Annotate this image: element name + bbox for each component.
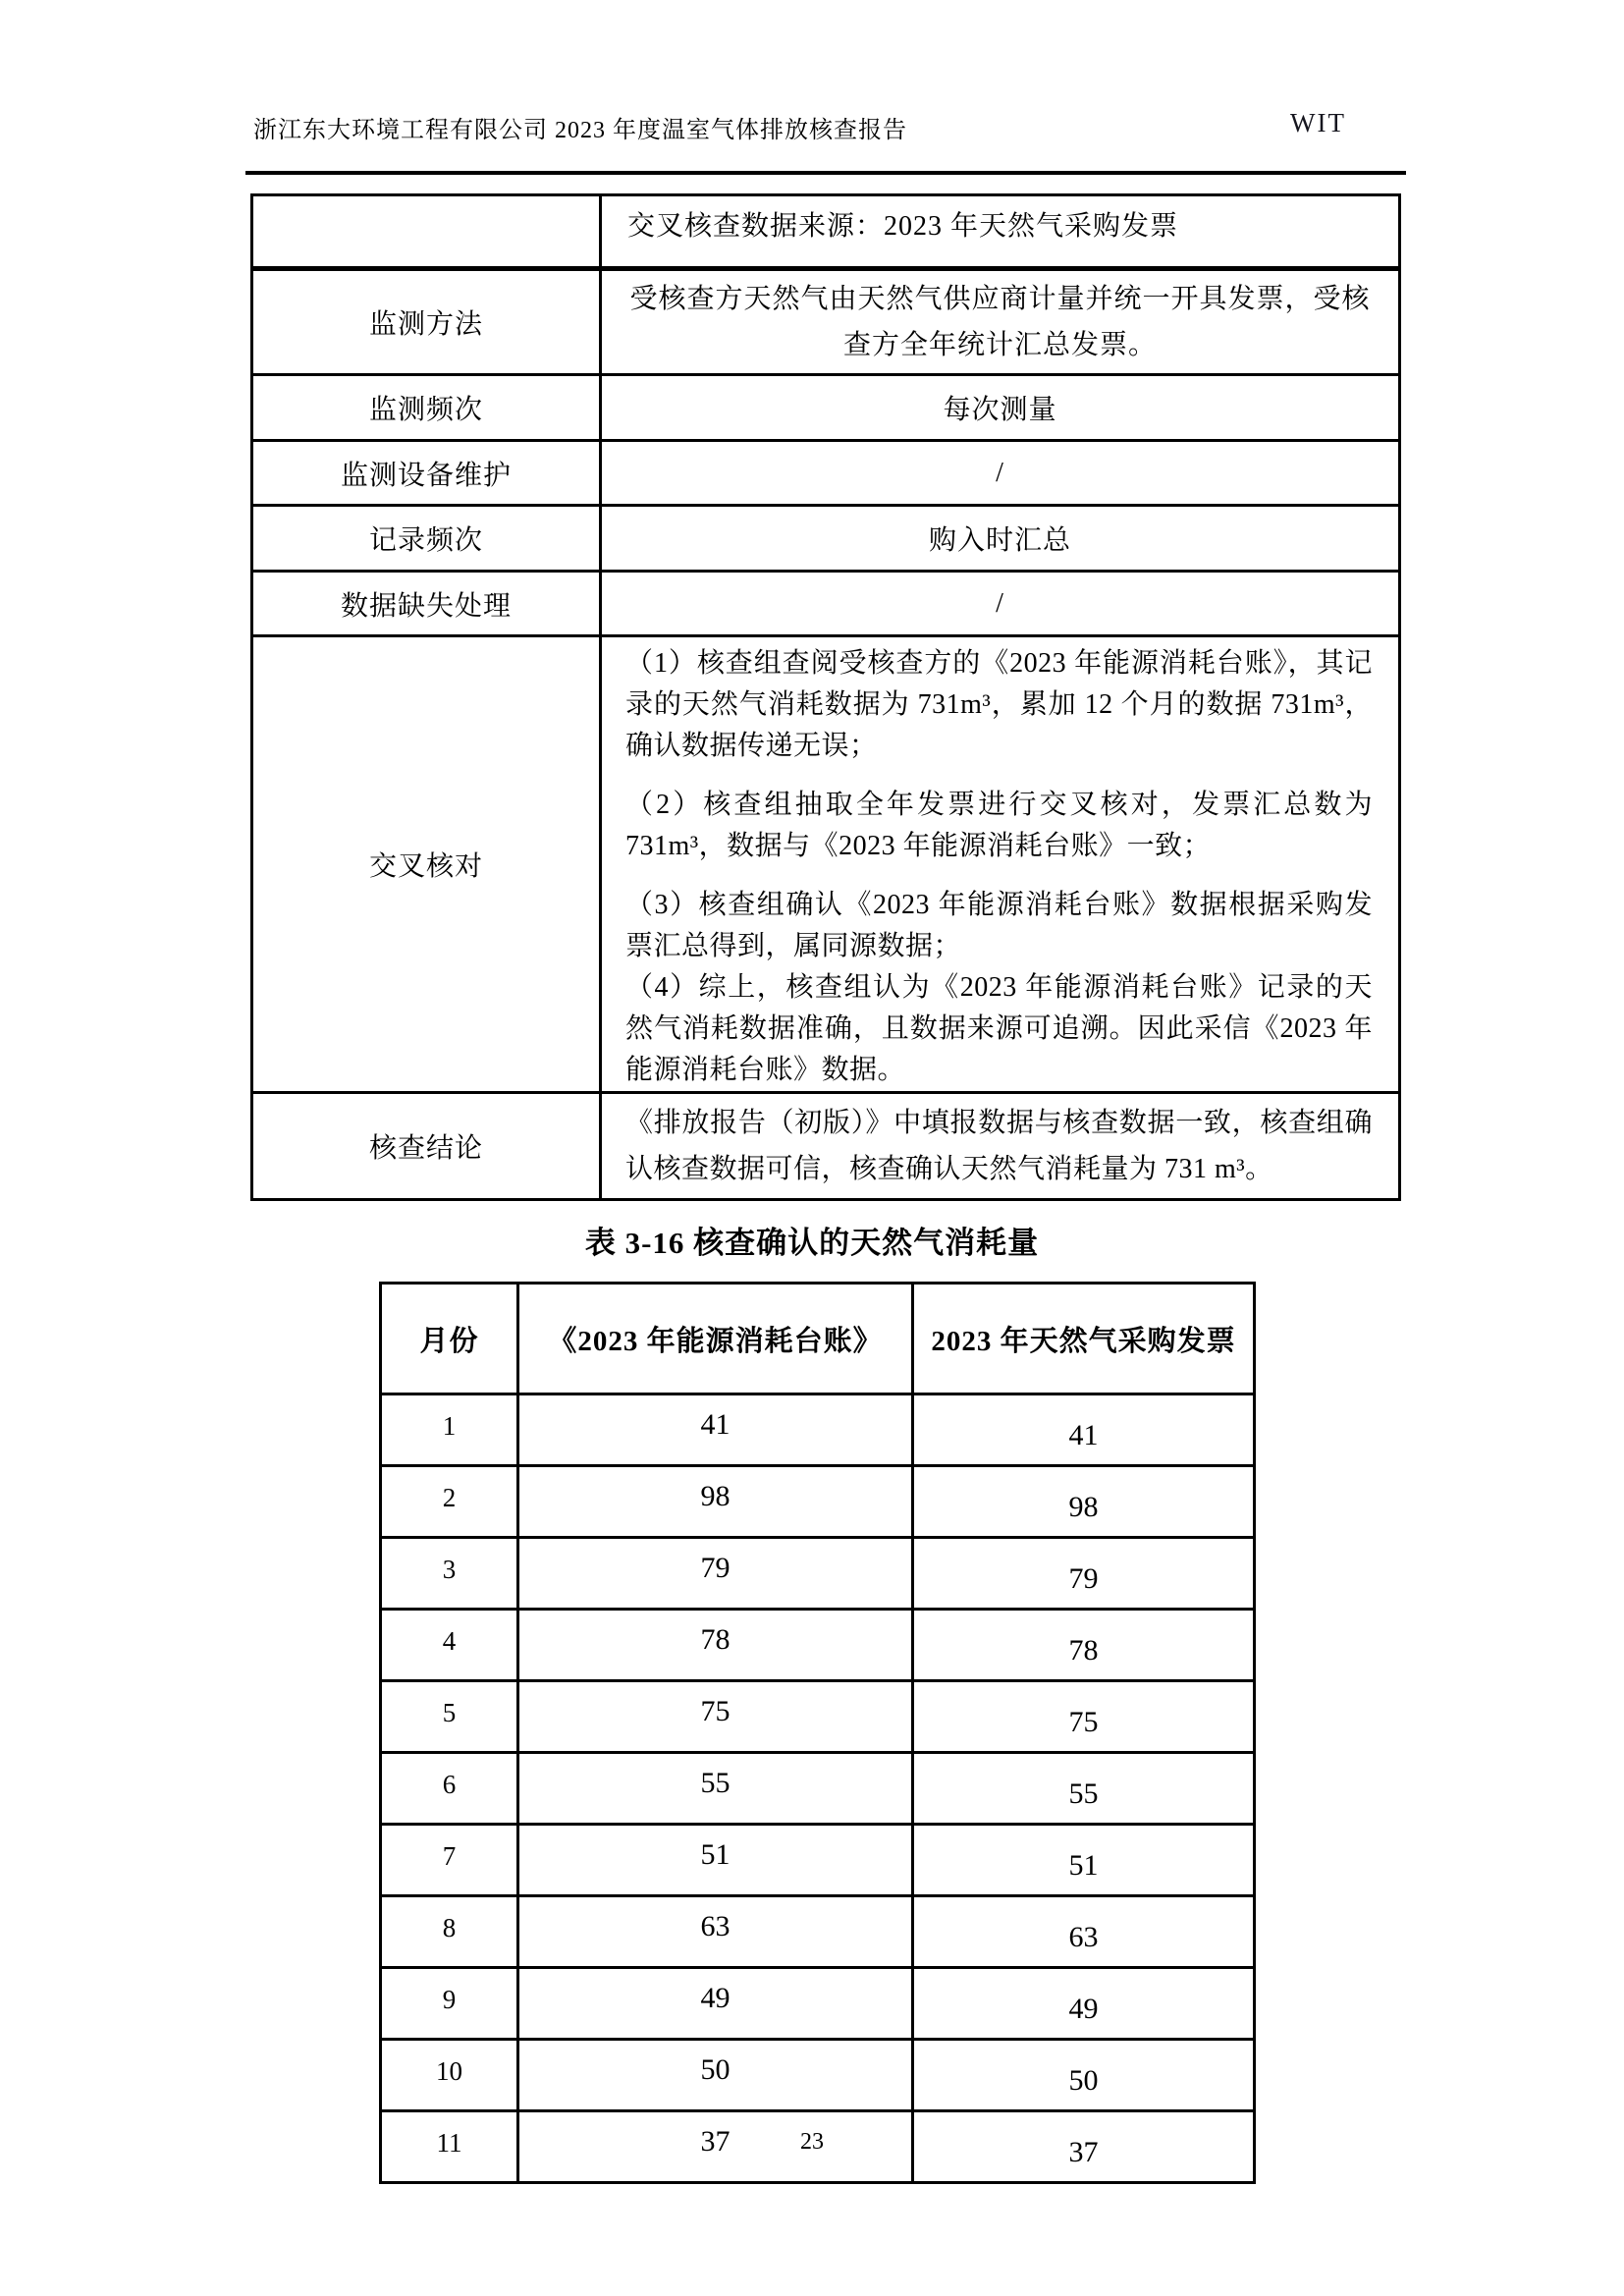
ledger-value-cell: 98 [518, 1466, 913, 1538]
header-rule [245, 171, 1406, 175]
month-cell: 5 [381, 1681, 518, 1753]
ledger-value-cell: 75 [518, 1681, 913, 1753]
invoice-value-cell: 37 [913, 2111, 1255, 2183]
content-cell: 《排放报告（初版）》中填报数据与核查数据一致，核查组确认核查数据可信，核查确认天然气消耗量为 731 m³。 [601, 1093, 1400, 1200]
label-cell: 记录频次 [252, 506, 601, 572]
page-header-mark: WIT [1290, 108, 1346, 137]
table-row [381, 1610, 1255, 1681]
month-cell: 8 [381, 1896, 518, 1968]
cross-check-paragraph: （4）综上，核查组认为《2023 年能源消耗台账》记录的天然气消耗数据准确，且数据来源可追溯。因此采信《2023 年能源消耗台账》数据。 [625, 972, 1373, 1085]
table-row [381, 1394, 1255, 1466]
table-row [252, 636, 1400, 1093]
ledger-value-cell: 37 [518, 2111, 913, 2183]
month-cell: 2 [381, 1466, 518, 1538]
invoice-value-cell: 75 [913, 1681, 1255, 1753]
label-cell: 监测设备维护 [252, 441, 601, 506]
table-row [252, 269, 1400, 375]
table-row [252, 572, 1400, 636]
cross-check-paragraph: （2）核查组抽取全年发票进行交叉核对，发票汇总数为 731m³，数据与《2023 年能源消耗台账》一致； [625, 790, 1373, 861]
invoice-value-cell: 63 [913, 1896, 1255, 1968]
table-row [381, 2040, 1255, 2111]
invoice-value-cell: 55 [913, 1753, 1255, 1825]
month-cell: 9 [381, 1968, 518, 2040]
monitoring-table [250, 193, 1401, 1201]
consumption-table-body [381, 1394, 1255, 2183]
column-header-ledger: 《2023 年能源消耗台账》 [518, 1284, 913, 1394]
month-cell: 3 [381, 1538, 518, 1610]
ledger-value-cell: 63 [518, 1896, 913, 1968]
month-cell: 1 [381, 1394, 518, 1466]
ledger-value-cell: 49 [518, 1968, 913, 2040]
content-cell: 受核查方天然气由天然气供应商计量并统一开具发票，受核查方全年统计汇总发票。 [601, 269, 1400, 375]
table-row [381, 1896, 1255, 1968]
page-number: 23 [800, 2129, 824, 2155]
table-row [252, 441, 1400, 506]
cross-check-paragraph: （3）核查组确认《2023 年能源消耗台账》数据根据采购发票汇总得到，属同源数据； [625, 890, 1373, 961]
table-row [381, 1825, 1255, 1896]
month-cell: 11 [381, 2111, 518, 2183]
table-title: 表 3-16 核查确认的天然气消耗量 [584, 1226, 1040, 1260]
ledger-value-cell: 41 [518, 1394, 913, 1466]
label-cell [252, 195, 601, 269]
column-header-invoice: 2023 年天然气采购发票 [913, 1284, 1255, 1394]
content-cell: 交叉核查数据来源：2023 年天然气采购发票 [601, 195, 1400, 269]
table-row [381, 1538, 1255, 1610]
label-cell: 核查结论 [252, 1093, 601, 1200]
label-cell: 监测频次 [252, 375, 601, 441]
invoice-value-cell: 79 [913, 1538, 1255, 1610]
table-row [252, 506, 1400, 572]
month-cell: 4 [381, 1610, 518, 1681]
month-cell: 6 [381, 1753, 518, 1825]
ledger-value-cell: 55 [518, 1753, 913, 1825]
invoice-value-cell: 49 [913, 1968, 1255, 2040]
table-row [252, 375, 1400, 441]
content-cell: / [601, 572, 1400, 636]
invoice-value-cell: 41 [913, 1394, 1255, 1466]
table-row [381, 1753, 1255, 1825]
table-row [381, 1968, 1255, 2040]
invoice-value-cell: 78 [913, 1610, 1255, 1681]
ledger-value-cell: 51 [518, 1825, 913, 1896]
consumption-table [379, 1282, 1256, 2184]
month-cell: 7 [381, 1825, 518, 1896]
page-header-title: 浙江东大环境工程有限公司 2023 年度温室气体排放核查报告 [253, 118, 907, 143]
invoice-value-cell: 51 [913, 1825, 1255, 1896]
ledger-value-cell: 78 [518, 1610, 913, 1681]
table-row [381, 1681, 1255, 1753]
label-cell: 监测方法 [252, 269, 601, 375]
table-row [252, 1093, 1400, 1200]
cross-check-paragraph: （1）核查组查阅受核查方的《2023 年能源消耗台账》，其记录的天然气消耗数据为 731m³，累加 12 个月的数据 731m³，确认数据传递无误； [625, 648, 1373, 761]
label-cell: 交叉核对 [252, 636, 601, 1093]
ledger-value-cell: 50 [518, 2040, 913, 2111]
column-header-month: 月份 [381, 1284, 518, 1394]
table-header-row [381, 1284, 1255, 1394]
content-cell: 购入时汇总 [601, 506, 1400, 572]
ledger-value-cell: 79 [518, 1538, 913, 1610]
label-cell: 数据缺失处理 [252, 572, 601, 636]
table-row [381, 1466, 1255, 1538]
month-cell: 10 [381, 2040, 518, 2111]
invoice-value-cell: 50 [913, 2040, 1255, 2111]
content-cell: 每次测量 [601, 375, 1400, 441]
invoice-value-cell: 98 [913, 1466, 1255, 1538]
content-cell: / [601, 441, 1400, 506]
table-row [252, 195, 1400, 269]
content-cell [601, 636, 1400, 1093]
